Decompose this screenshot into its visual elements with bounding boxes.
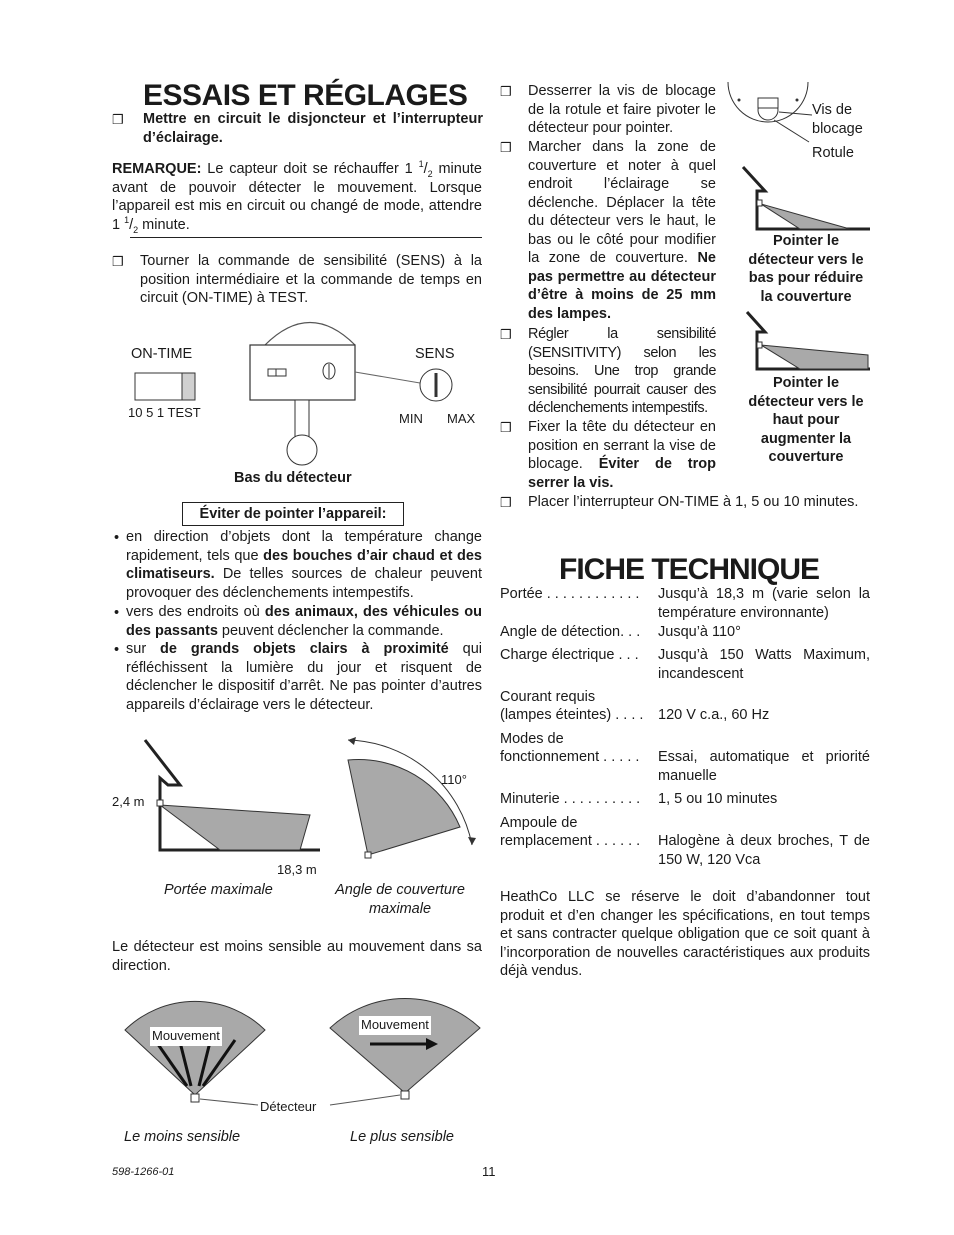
bullet-temperature bbox=[126, 528, 482, 602]
bullet2-a: vers des endroits où bbox=[126, 604, 265, 620]
step-breaker-on: Mettre en circuit le disjoncteur et l’interrupteur d’éclairage. bbox=[143, 111, 483, 146]
step-loosen: Desserrer la vis de blocage de la rotule et faire pivoter le détecteur pour pointer. bbox=[528, 83, 716, 136]
checkbox-icon: ❒ bbox=[500, 140, 512, 155]
step-tighten bbox=[528, 418, 716, 492]
fig-aim-up: Pointer le détecteur vers le haut pour augmenter la couverture bbox=[748, 375, 864, 465]
disclaimer: HeathCo LLC se réserve le doit d’abandonner tout produit et d’en changer les spécifications, en tout temps et sans contracter quelque obligation que ce soit quant à l’incorporation de nouvelles caractéristiques aux produits déjà vendus. bbox=[500, 889, 870, 979]
spec-label: (lampes éteintes) . . . . bbox=[500, 707, 644, 723]
motion-label-left: Mouvement bbox=[150, 1027, 222, 1046]
bullet-reflective bbox=[126, 640, 482, 714]
on-time-scale: 10 5 1 TEST bbox=[128, 405, 201, 420]
checkbox-icon: ❒ bbox=[500, 327, 512, 342]
fig-aim-down: Pointer le détecteur vers le bas pour réduire la couverture bbox=[748, 233, 864, 305]
note-sub: 2 bbox=[427, 168, 433, 179]
spec-label: Charge électrique . . . bbox=[500, 647, 639, 663]
step-on-time: Placer l’interrupteur ON-TIME à 1, 5 ou 10 minutes. bbox=[528, 494, 859, 510]
step-tighten-b: Éviter de trop serrer la vis. bbox=[528, 456, 716, 491]
spec-label-line1: Courant requis bbox=[500, 689, 596, 705]
spec-value: Halogène à deux broches, T de 150 W, 120 Vca bbox=[658, 833, 870, 868]
checkbox-icon: ❒ bbox=[112, 112, 124, 127]
note-text-a: Le capteur doit se réchauffer 1 bbox=[201, 161, 419, 177]
coverage-angle-diagram bbox=[340, 735, 480, 865]
bullet3-a: sur bbox=[126, 641, 161, 657]
caption-angle-2: maximale bbox=[368, 900, 432, 917]
swivel-diagram bbox=[724, 80, 814, 150]
aim-up-diagram bbox=[740, 312, 870, 372]
diagram-caption: Bas du détecteur bbox=[234, 470, 352, 486]
page-number: 11 bbox=[482, 1164, 496, 1179]
sensitivity-text: Le détecteur est moins sensible au mouvement dans sa direction. bbox=[112, 939, 482, 974]
bullet1-b: des bouches d’air chaud et des climatiseurs. bbox=[126, 547, 482, 582]
sens-min: MIN bbox=[399, 411, 423, 426]
note-text-c: minute. bbox=[138, 216, 190, 233]
bullet1-a: en direction d’objets dont la température change rapidement, tels que bbox=[126, 529, 482, 564]
spec-label: Angle de détection. . . bbox=[500, 624, 641, 640]
bullet2-c: peuvent déclencher la commande. bbox=[217, 622, 444, 639]
caption-angle bbox=[320, 881, 480, 918]
section-title-essais: ESSAIS ET RÉGLAGES bbox=[143, 79, 468, 112]
section-title-fiche: FICHE TECHNIQUE bbox=[559, 553, 820, 586]
bullet-icon: • bbox=[114, 605, 120, 621]
note-sub-2: 2 bbox=[133, 224, 139, 235]
bullet1-c: De telles sources de chaleur peuvent provoquer des déclenchements intempestifs. bbox=[126, 566, 482, 601]
fig-vis-2: blocage bbox=[812, 121, 863, 137]
bullet2-b: des animaux, des véhicules ou des passants bbox=[126, 604, 482, 639]
note-sup: 1 bbox=[418, 159, 424, 170]
avoid-box: Éviter de pointer l’appareil: bbox=[182, 502, 404, 526]
note-text-b: minute avant de pouvoir détecter le mouvement. Lorsque l’appareil est mis en circuit ou changé de mode, attendre 1 bbox=[112, 161, 482, 233]
step-sensitivity: Régler la sensibilité (SENSITIVITY) selon les besoins. Une trop grande sensibilité pourrait causer des déclenchements intempestifs. bbox=[528, 326, 716, 416]
step-walk-b: Ne pas permettre au détecteur d’être à moins de 25 mm des lampes. bbox=[528, 250, 716, 322]
step-tighten-a: Fixer la tête du détecteur en position en serrant la vise de blocage. bbox=[528, 419, 716, 472]
range-distance: 18,3 m bbox=[277, 862, 317, 877]
motion-label-right: Mouvement bbox=[359, 1016, 431, 1035]
doc-number: 598-1266-01 bbox=[112, 1166, 175, 1178]
spec-value: 120 V c.a., 60 Hz bbox=[658, 707, 770, 723]
range-diagram bbox=[150, 740, 350, 860]
checkbox-icon: ❒ bbox=[500, 495, 512, 510]
caption-least: Le moins sensible bbox=[124, 1129, 241, 1145]
spec-label-line1: Modes de bbox=[500, 731, 564, 747]
aim-down-diagram bbox=[740, 167, 870, 237]
step-set-controls: Tourner la commande de sensibilité (SENS) à la position intermédiaire et la commande de temps en circuit (ON-TIME) à TEST. bbox=[140, 253, 482, 306]
detector-label: Détecteur bbox=[260, 1099, 317, 1114]
checkbox-icon: ❒ bbox=[112, 254, 124, 269]
step-walk bbox=[528, 138, 716, 323]
divider bbox=[130, 237, 482, 238]
caption-range: Portée maximale bbox=[164, 882, 273, 898]
caption-most: Le plus sensible bbox=[350, 1129, 454, 1145]
on-time-label: ON-TIME bbox=[131, 346, 193, 362]
sens-label: SENS bbox=[415, 346, 455, 362]
coverage-angle: 110° bbox=[441, 772, 467, 787]
sens-max: MAX bbox=[447, 411, 476, 426]
bullet3-b: de grands objets clairs à proximité bbox=[160, 641, 449, 657]
fig-vis-1: Vis de bbox=[812, 102, 853, 118]
caption-angle-1: Angle de couverture bbox=[335, 882, 465, 898]
spec-value: Jusqu’à 18,3 m (varie selon la température environnante) bbox=[658, 586, 870, 621]
spec-value: Jusqu’à 110° bbox=[658, 624, 741, 640]
bullet-icon: • bbox=[114, 642, 120, 658]
note-warmup: REMARQUE: Le capteur doit se réchauffer 1 $^1/_2$ minute avant de pouvoir détecter le mouvement. Lorsque l’appareil est mis en circuit ou changé de mode, attendre 1 $^1/_2$ minute. bbox=[112, 159, 482, 235]
note-label: REMARQUE: bbox=[112, 161, 202, 177]
checkbox-icon: ❒ bbox=[500, 84, 512, 99]
bullet-icon: • bbox=[114, 530, 120, 546]
spec-label: fonctionnement . . . . . bbox=[500, 749, 640, 765]
spec-value: Jusqu’à 150 Watts Maximum, incandescent bbox=[658, 647, 870, 682]
bullet3-c: qui réfléchissent la lumière du jour et risquent de déclencher le dispositif d’arrêt. Ne pas pointer d’autres appareils d’éclairage vers le détecteur. bbox=[126, 641, 483, 713]
motion-diagram-most bbox=[330, 988, 480, 1098]
spec-label-line1: Ampoule de bbox=[500, 815, 578, 831]
step-walk-a: Marcher dans la zone de couverture et noter à quel endroit l’éclairage se déclenche. Déplacer la tête du détecteur vers le haut, le bas ou le côté pour modifier la zone de couverture. bbox=[528, 139, 716, 266]
range-height: 2,4 m bbox=[112, 794, 145, 809]
spec-label: remplacement . . . . . . bbox=[500, 833, 641, 849]
bullet-animals bbox=[126, 603, 482, 640]
detector-bottom-diagram bbox=[120, 315, 480, 475]
spec-value: Essai, automatique et priorité manuelle bbox=[658, 749, 870, 784]
fig-rotule: Rotule bbox=[812, 145, 854, 161]
spec-value: 1, 5 ou 10 minutes bbox=[658, 791, 778, 807]
spec-label: Minuterie . . . . . . . . . . bbox=[500, 791, 641, 807]
spec-label: Portée . . . . . . . . . . . . bbox=[500, 586, 640, 602]
note-sup-2: 1 bbox=[124, 214, 130, 225]
checkbox-icon: ❒ bbox=[500, 420, 512, 435]
